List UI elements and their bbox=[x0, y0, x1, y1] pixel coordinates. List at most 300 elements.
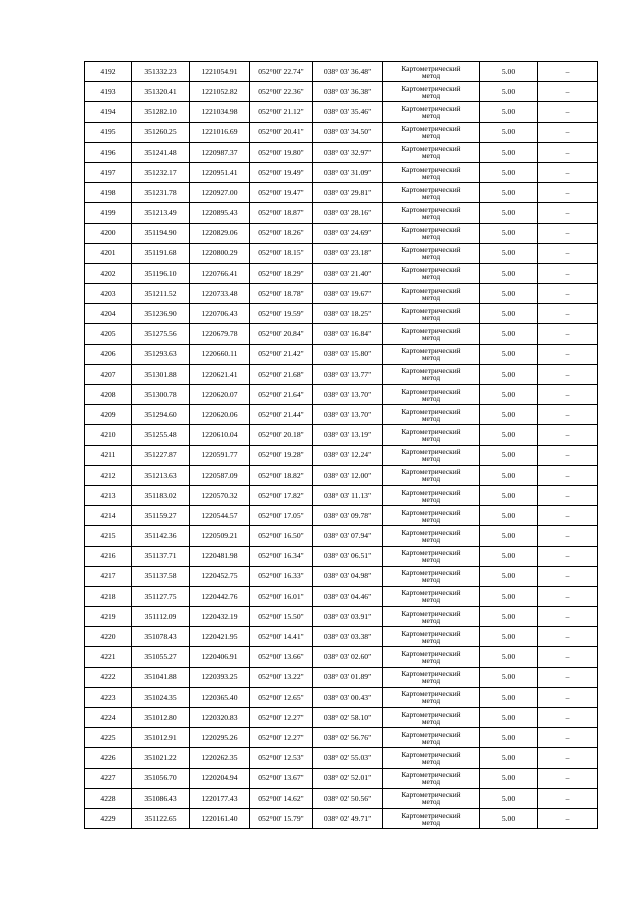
table-row bbox=[85, 183, 598, 203]
point-number-cell: 4193 bbox=[85, 82, 132, 102]
y-coordinate-cell: 1220591.77 bbox=[190, 445, 250, 465]
method-cell bbox=[383, 344, 480, 364]
method-cell bbox=[383, 445, 480, 465]
method-line-1: Картометрический bbox=[401, 184, 461, 194]
y-coordinate-cell: 1221054.91 bbox=[190, 62, 250, 82]
x-coordinate-cell: 351332.23 bbox=[132, 62, 190, 82]
method-line-1: Картометрический bbox=[401, 467, 461, 477]
y-coordinate-cell: 1220951.41 bbox=[190, 162, 250, 182]
point-number-cell: 4198 bbox=[85, 183, 132, 203]
y-coordinate-cell: 1220406.91 bbox=[190, 647, 250, 667]
latitude-cell: 052°00' 19.28" bbox=[250, 445, 313, 465]
accuracy-cell: 5.00 bbox=[480, 748, 538, 768]
y-coordinate-cell: 1220509.21 bbox=[190, 526, 250, 546]
method-line-1: Картометрический bbox=[401, 164, 461, 174]
x-coordinate-cell: 351293.63 bbox=[132, 344, 190, 364]
x-coordinate-cell: 351041.88 bbox=[132, 667, 190, 687]
method-line-2: метод bbox=[421, 615, 441, 625]
description-cell: – bbox=[538, 122, 598, 142]
longitude-cell: 038° 02' 55.03" bbox=[313, 748, 383, 768]
method-line-1: Картометрический bbox=[401, 366, 461, 376]
method-line-2: метод bbox=[421, 555, 441, 565]
table-row bbox=[85, 586, 598, 606]
method-cell bbox=[383, 183, 480, 203]
method-line-2: метод bbox=[421, 413, 441, 423]
accuracy-cell: 5.00 bbox=[480, 708, 538, 728]
method-line-2: метод bbox=[421, 534, 441, 544]
y-coordinate-cell: 1220829.06 bbox=[190, 223, 250, 243]
latitude-cell: 052°00' 20.84" bbox=[250, 324, 313, 344]
longitude-cell: 038° 03' 11.13" bbox=[313, 485, 383, 505]
latitude-cell: 052°00' 14.41" bbox=[250, 627, 313, 647]
method-cell bbox=[383, 526, 480, 546]
y-coordinate-cell: 1221034.98 bbox=[190, 102, 250, 122]
description-cell: – bbox=[538, 647, 598, 667]
description-cell: – bbox=[538, 203, 598, 223]
method-line-2: метод bbox=[421, 777, 441, 787]
x-coordinate-cell: 351078.43 bbox=[132, 627, 190, 647]
table-row bbox=[85, 748, 598, 768]
method-line-2: метод bbox=[421, 191, 441, 201]
latitude-cell: 052°00' 15.79" bbox=[250, 808, 313, 828]
method-line-1: Картометрический bbox=[401, 245, 461, 255]
x-coordinate-cell: 351213.49 bbox=[132, 203, 190, 223]
table-row bbox=[85, 82, 598, 102]
description-cell: – bbox=[538, 546, 598, 566]
y-coordinate-cell: 1220800.29 bbox=[190, 243, 250, 263]
x-coordinate-cell: 351142.36 bbox=[132, 526, 190, 546]
table-row bbox=[85, 62, 598, 82]
method-line-1: Картометрический bbox=[401, 669, 461, 679]
method-line-2: метод bbox=[421, 373, 441, 383]
x-coordinate-cell: 351227.87 bbox=[132, 445, 190, 465]
y-coordinate-cell: 1220421.95 bbox=[190, 627, 250, 647]
latitude-cell: 052°00' 21.44" bbox=[250, 405, 313, 425]
longitude-cell: 038° 03' 12.24" bbox=[313, 445, 383, 465]
description-cell: – bbox=[538, 162, 598, 182]
longitude-cell: 038° 03' 03.38" bbox=[313, 627, 383, 647]
description-cell: – bbox=[538, 82, 598, 102]
table-row bbox=[85, 344, 598, 364]
method-line-2: метод bbox=[421, 635, 441, 645]
point-number-cell: 4223 bbox=[85, 687, 132, 707]
accuracy-cell: 5.00 bbox=[480, 465, 538, 485]
method-line-1: Картометрический bbox=[401, 507, 461, 517]
method-line-1: Картометрический bbox=[401, 386, 461, 396]
method-cell bbox=[383, 667, 480, 687]
table-row bbox=[85, 223, 598, 243]
method-line-2: метод bbox=[421, 656, 441, 666]
method-cell bbox=[383, 465, 480, 485]
method-line-1: Картометрический bbox=[401, 346, 461, 356]
longitude-cell: 038° 03' 04.98" bbox=[313, 566, 383, 586]
y-coordinate-cell: 1220927.00 bbox=[190, 183, 250, 203]
table-row bbox=[85, 768, 598, 788]
accuracy-cell: 5.00 bbox=[480, 162, 538, 182]
accuracy-cell: 5.00 bbox=[480, 445, 538, 465]
table-row bbox=[85, 243, 598, 263]
y-coordinate-cell: 1220706.43 bbox=[190, 304, 250, 324]
method-cell bbox=[383, 728, 480, 748]
table-row bbox=[85, 546, 598, 566]
accuracy-cell: 5.00 bbox=[480, 607, 538, 627]
longitude-cell: 038° 02' 58.10" bbox=[313, 708, 383, 728]
description-cell: – bbox=[538, 526, 598, 546]
x-coordinate-cell: 351236.90 bbox=[132, 304, 190, 324]
method-line-2: метод bbox=[421, 797, 441, 807]
latitude-cell: 052°00' 19.47" bbox=[250, 183, 313, 203]
longitude-cell: 038° 03' 34.50" bbox=[313, 122, 383, 142]
method-cell bbox=[383, 142, 480, 162]
y-coordinate-cell: 1220365.40 bbox=[190, 687, 250, 707]
longitude-cell: 038° 03' 24.69" bbox=[313, 223, 383, 243]
point-number-cell: 4194 bbox=[85, 102, 132, 122]
accuracy-cell: 5.00 bbox=[480, 183, 538, 203]
method-line-2: метод bbox=[421, 171, 441, 181]
point-number-cell: 4215 bbox=[85, 526, 132, 546]
accuracy-cell: 5.00 bbox=[480, 122, 538, 142]
description-cell: – bbox=[538, 728, 598, 748]
method-line-2: метод bbox=[421, 232, 441, 242]
latitude-cell: 052°00' 12.27" bbox=[250, 708, 313, 728]
method-cell bbox=[383, 102, 480, 122]
x-coordinate-cell: 351112.09 bbox=[132, 607, 190, 627]
latitude-cell: 052°00' 13.66" bbox=[250, 647, 313, 667]
point-number-cell: 4227 bbox=[85, 768, 132, 788]
latitude-cell: 052°00' 13.67" bbox=[250, 768, 313, 788]
longitude-cell: 038° 03' 02.60" bbox=[313, 647, 383, 667]
table-row bbox=[85, 708, 598, 728]
point-number-cell: 4221 bbox=[85, 647, 132, 667]
table-row bbox=[85, 647, 598, 667]
longitude-cell: 038° 03' 13.70" bbox=[313, 405, 383, 425]
method-cell bbox=[383, 546, 480, 566]
method-cell bbox=[383, 284, 480, 304]
method-line-1: Картометрический bbox=[401, 124, 461, 134]
method-line-2: метод bbox=[421, 736, 441, 746]
accuracy-cell: 5.00 bbox=[480, 627, 538, 647]
method-line-2: метод bbox=[421, 151, 441, 161]
latitude-cell: 052°00' 16.34" bbox=[250, 546, 313, 566]
x-coordinate-cell: 351294.60 bbox=[132, 405, 190, 425]
latitude-cell: 052°00' 16.01" bbox=[250, 586, 313, 606]
y-coordinate-cell: 1220895.43 bbox=[190, 203, 250, 223]
x-coordinate-cell: 351183.02 bbox=[132, 485, 190, 505]
method-line-1: Картометрический bbox=[401, 285, 461, 295]
point-number-cell: 4195 bbox=[85, 122, 132, 142]
table-row bbox=[85, 385, 598, 405]
x-coordinate-cell: 351194.90 bbox=[132, 223, 190, 243]
latitude-cell: 052°00' 20.41" bbox=[250, 122, 313, 142]
point-number-cell: 4199 bbox=[85, 203, 132, 223]
latitude-cell: 052°00' 21.42" bbox=[250, 344, 313, 364]
method-line-1: Картометрический bbox=[401, 406, 461, 416]
point-number-cell: 4203 bbox=[85, 284, 132, 304]
accuracy-cell: 5.00 bbox=[480, 506, 538, 526]
method-line-1: Картометрический bbox=[401, 265, 461, 275]
x-coordinate-cell: 351191.68 bbox=[132, 243, 190, 263]
point-number-cell: 4213 bbox=[85, 485, 132, 505]
accuracy-cell: 5.00 bbox=[480, 485, 538, 505]
latitude-cell: 052°00' 12.27" bbox=[250, 728, 313, 748]
table-row bbox=[85, 364, 598, 384]
accuracy-cell: 5.00 bbox=[480, 142, 538, 162]
latitude-cell: 052°00' 22.74" bbox=[250, 62, 313, 82]
longitude-cell: 038° 03' 36.38" bbox=[313, 82, 383, 102]
x-coordinate-cell: 351231.78 bbox=[132, 183, 190, 203]
method-line-2: метод bbox=[421, 252, 441, 262]
method-cell bbox=[383, 405, 480, 425]
x-coordinate-cell: 351301.88 bbox=[132, 364, 190, 384]
point-number-cell: 4196 bbox=[85, 142, 132, 162]
longitude-cell: 038° 03' 36.48" bbox=[313, 62, 383, 82]
table-row bbox=[85, 122, 598, 142]
x-coordinate-cell: 351024.35 bbox=[132, 687, 190, 707]
method-cell bbox=[383, 324, 480, 344]
latitude-cell: 052°00' 21.64" bbox=[250, 385, 313, 405]
latitude-cell: 052°00' 17.05" bbox=[250, 506, 313, 526]
accuracy-cell: 5.00 bbox=[480, 102, 538, 122]
table-row bbox=[85, 667, 598, 687]
description-cell: – bbox=[538, 304, 598, 324]
point-number-cell: 4217 bbox=[85, 566, 132, 586]
table-row bbox=[85, 324, 598, 344]
x-coordinate-cell: 351275.56 bbox=[132, 324, 190, 344]
accuracy-cell: 5.00 bbox=[480, 284, 538, 304]
description-cell: – bbox=[538, 607, 598, 627]
point-number-cell: 4229 bbox=[85, 808, 132, 828]
point-number-cell: 4214 bbox=[85, 506, 132, 526]
point-number-cell: 4200 bbox=[85, 223, 132, 243]
longitude-cell: 038° 03' 13.19" bbox=[313, 425, 383, 445]
longitude-cell: 038° 03' 23.18" bbox=[313, 243, 383, 263]
longitude-cell: 038° 03' 18.25" bbox=[313, 304, 383, 324]
table-row bbox=[85, 485, 598, 505]
y-coordinate-cell: 1220766.41 bbox=[190, 263, 250, 283]
point-number-cell: 4197 bbox=[85, 162, 132, 182]
y-coordinate-cell: 1220587.09 bbox=[190, 465, 250, 485]
description-cell: – bbox=[538, 183, 598, 203]
method-line-2: метод bbox=[421, 393, 441, 403]
x-coordinate-cell: 351159.27 bbox=[132, 506, 190, 526]
method-line-1: Картометрический bbox=[401, 204, 461, 214]
x-coordinate-cell: 351232.17 bbox=[132, 162, 190, 182]
accuracy-cell: 5.00 bbox=[480, 586, 538, 606]
longitude-cell: 038° 03' 03.91" bbox=[313, 607, 383, 627]
longitude-cell: 038° 03' 29.81" bbox=[313, 183, 383, 203]
point-number-cell: 4228 bbox=[85, 788, 132, 808]
x-coordinate-cell: 351012.91 bbox=[132, 728, 190, 748]
method-line-2: метод bbox=[421, 756, 441, 766]
accuracy-cell: 5.00 bbox=[480, 364, 538, 384]
longitude-cell: 038° 03' 13.70" bbox=[313, 385, 383, 405]
method-cell bbox=[383, 62, 480, 82]
latitude-cell: 052°00' 13.22" bbox=[250, 667, 313, 687]
latitude-cell: 052°00' 19.80" bbox=[250, 142, 313, 162]
y-coordinate-cell: 1220621.41 bbox=[190, 364, 250, 384]
method-cell bbox=[383, 748, 480, 768]
table-row bbox=[85, 506, 598, 526]
table-row bbox=[85, 405, 598, 425]
y-coordinate-cell: 1220393.25 bbox=[190, 667, 250, 687]
table-row bbox=[85, 728, 598, 748]
x-coordinate-cell: 351211.52 bbox=[132, 284, 190, 304]
x-coordinate-cell: 351300.78 bbox=[132, 385, 190, 405]
method-line-2: метод bbox=[421, 454, 441, 464]
point-number-cell: 4204 bbox=[85, 304, 132, 324]
description-cell: – bbox=[538, 566, 598, 586]
x-coordinate-cell: 351086.43 bbox=[132, 788, 190, 808]
method-line-1: Картометрический bbox=[401, 144, 461, 154]
method-line-1: Картометрический bbox=[401, 326, 461, 335]
method-cell bbox=[383, 364, 480, 384]
description-cell: – bbox=[538, 405, 598, 425]
y-coordinate-cell: 1220610.04 bbox=[190, 425, 250, 445]
method-cell bbox=[383, 627, 480, 647]
x-coordinate-cell: 351260.25 bbox=[132, 122, 190, 142]
latitude-cell: 052°00' 18.78" bbox=[250, 284, 313, 304]
method-line-1: Картометрический bbox=[401, 770, 461, 780]
x-coordinate-cell: 351127.75 bbox=[132, 586, 190, 606]
description-cell: – bbox=[538, 263, 598, 283]
method-cell bbox=[383, 708, 480, 728]
description-cell: – bbox=[538, 768, 598, 788]
point-number-cell: 4192 bbox=[85, 62, 132, 82]
description-cell: – bbox=[538, 102, 598, 122]
table-row bbox=[85, 788, 598, 808]
method-cell bbox=[383, 647, 480, 667]
y-coordinate-cell: 1221016.69 bbox=[190, 122, 250, 142]
y-coordinate-cell: 1220481.98 bbox=[190, 546, 250, 566]
table-row bbox=[85, 162, 598, 182]
accuracy-cell: 5.00 bbox=[480, 203, 538, 223]
method-line-2: метод bbox=[421, 110, 441, 120]
description-cell: – bbox=[538, 667, 598, 687]
method-line-2: метод bbox=[421, 90, 441, 100]
description-cell: – bbox=[538, 142, 598, 162]
accuracy-cell: 5.00 bbox=[480, 728, 538, 748]
longitude-cell: 038° 02' 56.76" bbox=[313, 728, 383, 748]
point-number-cell: 4208 bbox=[85, 385, 132, 405]
method-cell bbox=[383, 243, 480, 263]
longitude-cell: 038° 03' 19.67" bbox=[313, 284, 383, 304]
latitude-cell: 052°00' 18.26" bbox=[250, 223, 313, 243]
table-row bbox=[85, 284, 598, 304]
point-number-cell: 4209 bbox=[85, 405, 132, 425]
y-coordinate-cell: 1220570.32 bbox=[190, 485, 250, 505]
description-cell: – bbox=[538, 808, 598, 828]
description-cell: – bbox=[538, 485, 598, 505]
method-cell bbox=[383, 607, 480, 627]
table-row bbox=[85, 526, 598, 546]
latitude-cell: 052°00' 20.18" bbox=[250, 425, 313, 445]
method-line-1: Картометрический bbox=[401, 628, 461, 638]
y-coordinate-cell: 1220620.06 bbox=[190, 405, 250, 425]
longitude-cell: 038° 03' 00.43" bbox=[313, 687, 383, 707]
method-line-2: метод bbox=[421, 716, 441, 726]
latitude-cell: 052°00' 19.49" bbox=[250, 162, 313, 182]
accuracy-cell: 5.00 bbox=[480, 788, 538, 808]
description-cell: – bbox=[538, 344, 598, 364]
method-line-1: Картометрический bbox=[401, 527, 461, 537]
method-line-1: Картометрический bbox=[401, 103, 461, 113]
accuracy-cell: 5.00 bbox=[480, 647, 538, 667]
accuracy-cell: 5.00 bbox=[480, 667, 538, 687]
accuracy-cell: 5.00 bbox=[480, 546, 538, 566]
method-line-1: Картометрический bbox=[401, 225, 461, 235]
table-row bbox=[85, 203, 598, 223]
x-coordinate-cell: 351056.70 bbox=[132, 768, 190, 788]
table-row bbox=[85, 445, 598, 465]
description-cell: – bbox=[538, 445, 598, 465]
y-coordinate-cell: 1220161.40 bbox=[190, 808, 250, 828]
description-cell: – bbox=[538, 586, 598, 606]
method-line-2: метод bbox=[421, 433, 441, 443]
method-cell bbox=[383, 687, 480, 707]
method-line-1: Картометрический bbox=[401, 447, 461, 457]
description-cell: – bbox=[538, 708, 598, 728]
point-number-cell: 4224 bbox=[85, 708, 132, 728]
x-coordinate-cell: 351012.80 bbox=[132, 708, 190, 728]
longitude-cell: 038° 03' 07.94" bbox=[313, 526, 383, 546]
method-line-1: Картометрический bbox=[401, 608, 461, 618]
description-cell: – bbox=[538, 788, 598, 808]
latitude-cell: 052°00' 18.87" bbox=[250, 203, 313, 223]
method-line-2: метод bbox=[421, 70, 441, 80]
method-line-1: Картометрический bbox=[401, 568, 461, 578]
point-number-cell: 4212 bbox=[85, 465, 132, 485]
method-line-1: Картометрический bbox=[401, 588, 461, 598]
method-line-1: Картометрический bbox=[401, 305, 461, 315]
y-coordinate-cell: 1220620.07 bbox=[190, 385, 250, 405]
longitude-cell: 038° 03' 12.00" bbox=[313, 465, 383, 485]
accuracy-cell: 5.00 bbox=[480, 62, 538, 82]
x-coordinate-cell: 351122.65 bbox=[132, 808, 190, 828]
latitude-cell: 052°00' 15.50" bbox=[250, 607, 313, 627]
point-number-cell: 4206 bbox=[85, 344, 132, 364]
x-coordinate-cell: 351241.48 bbox=[132, 142, 190, 162]
longitude-cell: 038° 02' 50.56" bbox=[313, 788, 383, 808]
longitude-cell: 038° 03' 06.51" bbox=[313, 546, 383, 566]
table-row bbox=[85, 808, 598, 828]
y-coordinate-cell: 1220442.76 bbox=[190, 586, 250, 606]
accuracy-cell: 5.00 bbox=[480, 344, 538, 364]
y-coordinate-cell: 1220987.37 bbox=[190, 142, 250, 162]
method-line-2: метод bbox=[421, 474, 441, 484]
table-row bbox=[85, 304, 598, 324]
method-line-1: Картометрический bbox=[401, 426, 461, 436]
description-cell: – bbox=[538, 385, 598, 405]
method-cell bbox=[383, 162, 480, 182]
accuracy-cell: 5.00 bbox=[480, 808, 538, 828]
y-coordinate-cell: 1220733.48 bbox=[190, 284, 250, 304]
method-line-1: Картометрический bbox=[401, 709, 461, 719]
point-number-cell: 4216 bbox=[85, 546, 132, 566]
longitude-cell: 038° 03' 01.89" bbox=[313, 667, 383, 687]
y-coordinate-cell: 1220204.94 bbox=[190, 768, 250, 788]
method-line-1: Картометрический bbox=[401, 689, 461, 699]
accuracy-cell: 5.00 bbox=[480, 304, 538, 324]
y-coordinate-cell: 1220320.83 bbox=[190, 708, 250, 728]
x-coordinate-cell: 351021.22 bbox=[132, 748, 190, 768]
accuracy-cell: 5.00 bbox=[480, 223, 538, 243]
description-cell: – bbox=[538, 284, 598, 304]
x-coordinate-cell: 351137.58 bbox=[132, 566, 190, 586]
longitude-cell: 038° 03' 35.46" bbox=[313, 102, 383, 122]
longitude-cell: 038° 03' 16.84" bbox=[313, 324, 383, 344]
method-line-1: Картометрический bbox=[401, 548, 461, 558]
table-row bbox=[85, 425, 598, 445]
